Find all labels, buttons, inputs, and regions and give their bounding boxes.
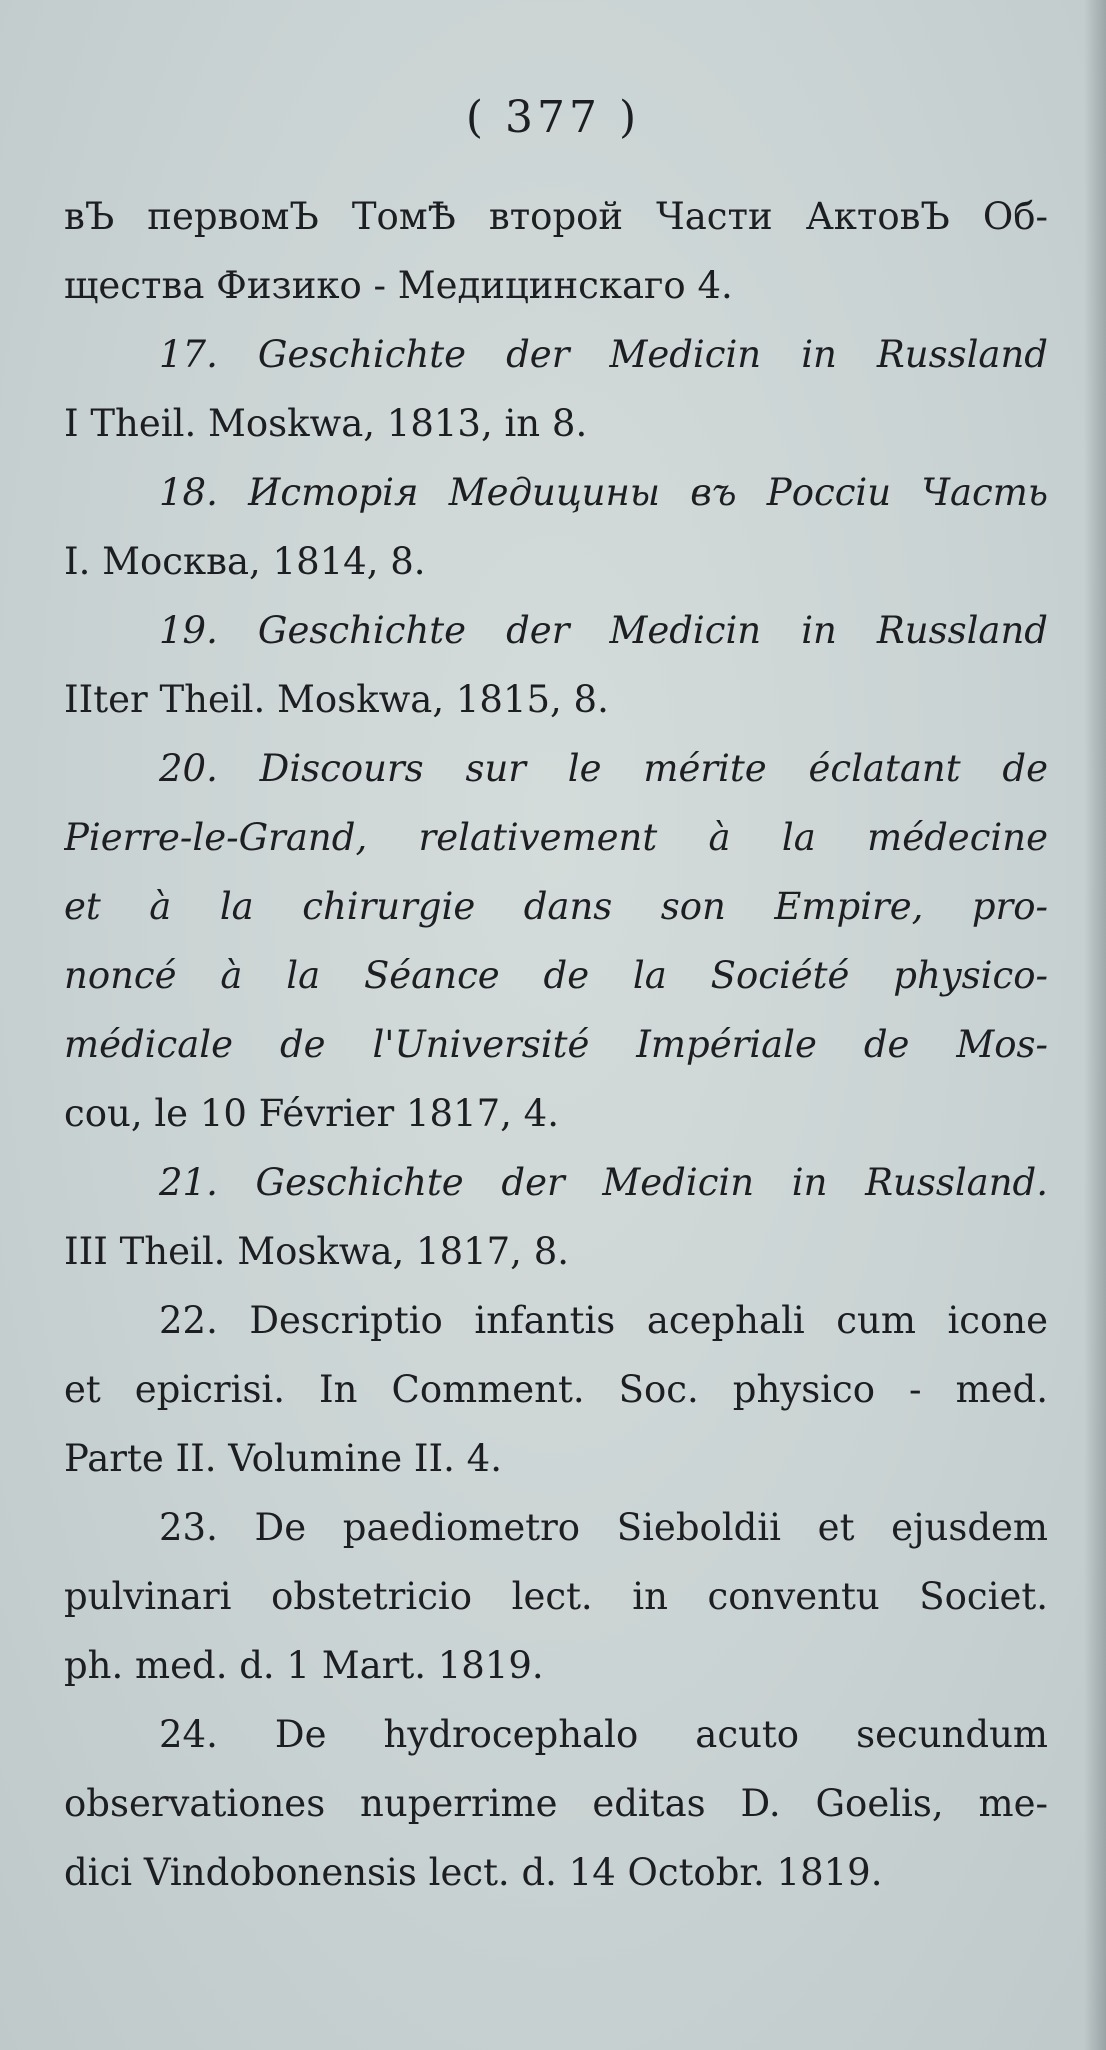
text-line: cou, le 10 Février 1817, 4. <box>64 1092 559 1135</box>
text-line: 24. De hydrocephalo acuto secundum <box>159 1713 1048 1756</box>
text-line: et epicrisi. In Comment. Soc. physico - med. <box>64 1368 1048 1411</box>
text-line: 20. Discours sur le mérite éclatant de <box>159 747 1048 790</box>
text-line: III Theil. Moskwa, 1817, 8. <box>64 1230 570 1273</box>
text-line: вЪ первомЪ ТомѢ второй Части АктовЪ Об- <box>64 195 1048 238</box>
text-line: Parte II. Volumine II. 4. <box>64 1437 502 1480</box>
bibliography-entry <box>64 320 1048 458</box>
bibliography-entry <box>64 458 1048 596</box>
text-line: médicale de l'Université Impériale de Mos- <box>64 1023 1048 1066</box>
text-line: noncé à la Séance de la Société physico- <box>64 954 1048 997</box>
text-line: щества Физико - Медицинскаго 4. <box>64 264 733 307</box>
text-line: ph. med. d. 1 Mart. 1819. <box>64 1644 544 1687</box>
text-line: 23. De paediometro Sieboldii et ejusdem <box>159 1506 1048 1549</box>
text-line: 18. Исторія Медицины въ Россіи Часть <box>159 471 1048 514</box>
text-body <box>64 182 1048 1907</box>
bibliography-entry <box>64 1493 1048 1700</box>
text-line: Pierre-le-Grand, relativement à la médecine <box>64 816 1048 859</box>
text-line: et à la chirurgie dans son Empire, pro- <box>64 885 1048 928</box>
bibliography-entry <box>64 734 1048 1148</box>
bibliography-entry <box>64 1700 1048 1907</box>
text-line: 17. Geschichte der Medicin in Russland <box>159 333 1048 376</box>
text-line: 19. Geschichte der Medicin in Russland <box>159 609 1048 652</box>
text-line: observationes nuperrime editas D. Goelis, me- <box>64 1782 1048 1825</box>
bibliography-entry <box>64 1148 1048 1286</box>
text-line: pulvinari obstetricio lect. in conventu Societ. <box>64 1575 1048 1618</box>
bibliography-entry <box>64 596 1048 734</box>
bibliography-entry <box>64 182 1048 320</box>
text-line: 22. Descriptio infantis acephali cum icone <box>159 1299 1048 1342</box>
text-line: I. Москва, 1814, 8. <box>64 540 426 583</box>
bibliography-entry <box>64 1286 1048 1493</box>
text-line: 21. Geschichte der Medicin in Russland. <box>159 1161 1048 1204</box>
text-line: IIter Theil. Moskwa, 1815, 8. <box>64 678 609 721</box>
text-line: I Theil. Moskwa, 1813, in 8. <box>64 402 588 445</box>
page-number: ( 377 ) <box>465 92 641 143</box>
text-line: dici Vindobonensis lect. d. 14 Octobr. 1819. <box>64 1851 883 1894</box>
